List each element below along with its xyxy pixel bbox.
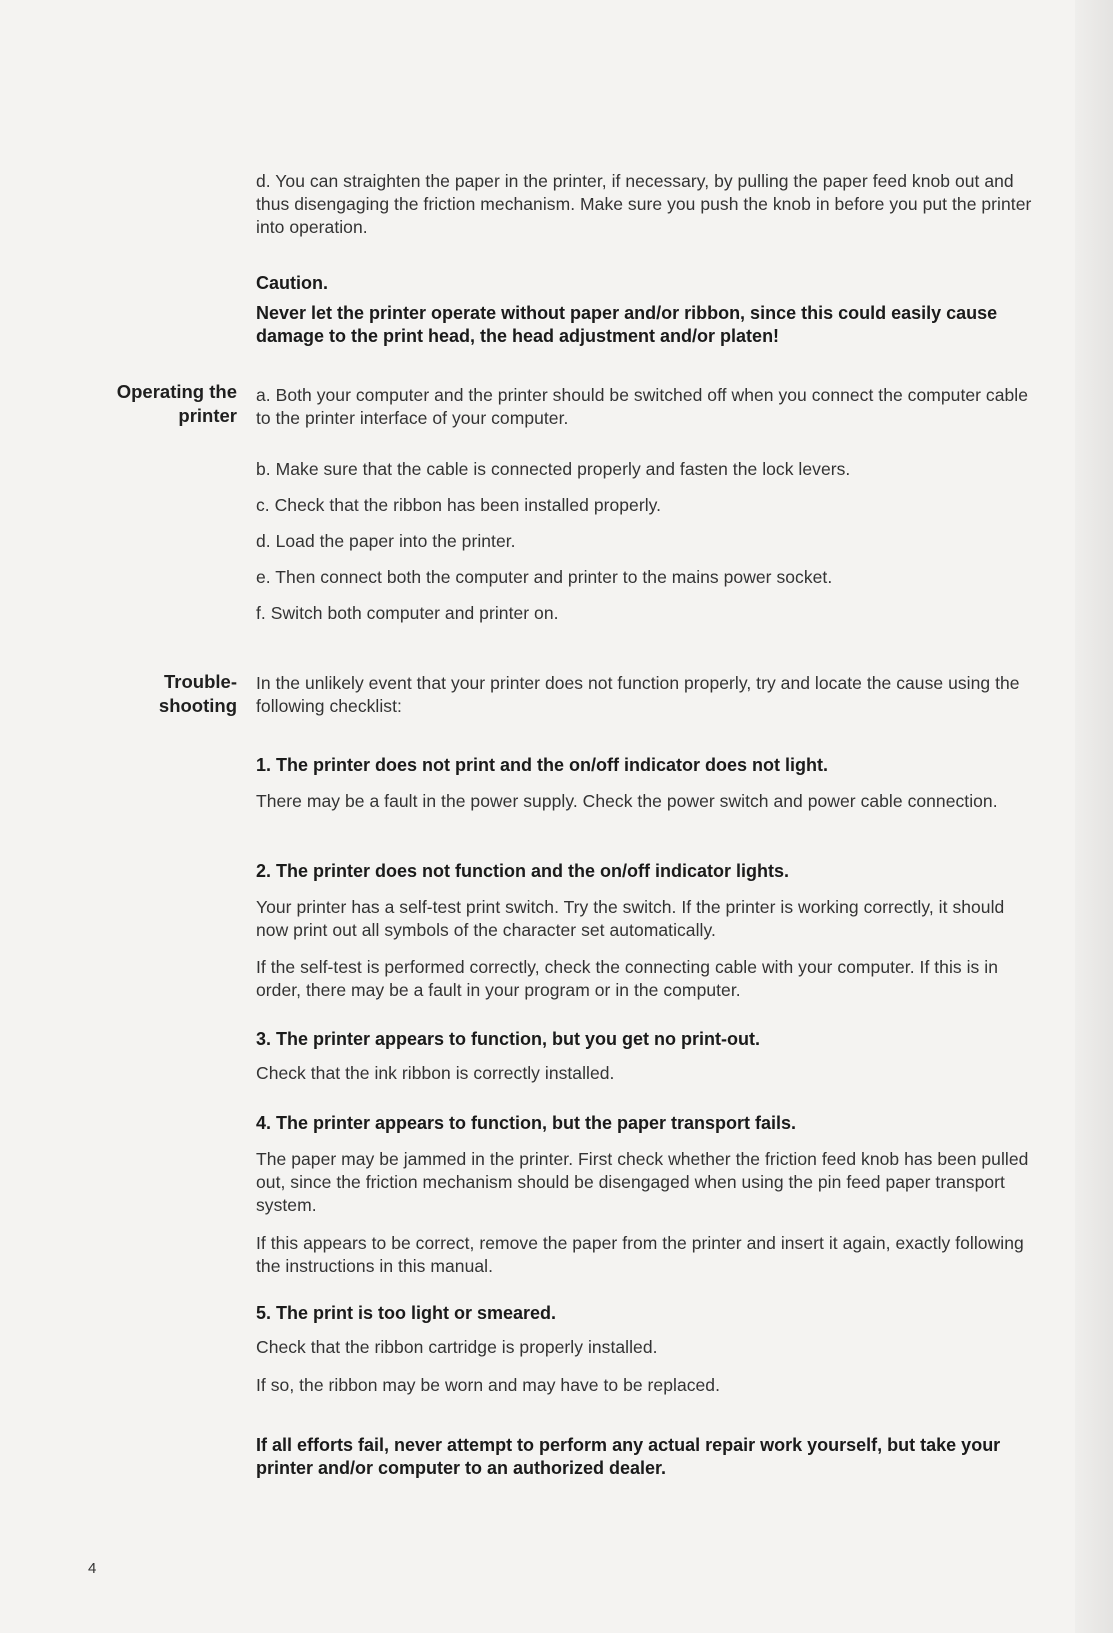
- issue-paragraph: If so, the ribbon may be worn and may have to be replaced.: [256, 1375, 721, 1395]
- operating-item-e: [256, 566, 1036, 589]
- troubleshooting-heading-line2: shooting: [158, 695, 237, 716]
- issue-title: 5. The print is too light or smeared.: [256, 1303, 557, 1323]
- final-warning-block: [256, 1434, 1036, 1480]
- operating-item: f. Switch both computer and printer on.: [256, 603, 559, 623]
- issue-2-para-1: [256, 896, 1036, 942]
- issue-2-title-block: [256, 860, 1036, 883]
- operating-item: a. Both your computer and the printer should be switched off when you connect the computer cable to the printer interface of your computer.: [256, 385, 1029, 428]
- issue-4-para-1: [256, 1148, 1036, 1217]
- intro-paragraph: d. You can straighten the paper in the printer, if necessary, by pulling the paper feed knob out and thus disengaging the friction mechanism. Make sure you push the knob in before you put the printer into operation.: [256, 171, 1032, 237]
- page-edge: [1075, 0, 1113, 1633]
- issue-5-para-2: [256, 1374, 1036, 1397]
- operating-item-c: [256, 494, 1036, 517]
- final-warning: If all efforts fail, never attempt to perform any actual repair work yourself, but take your printer and/or computer to an authorized dealer.: [256, 1435, 1001, 1478]
- operating-item-f: [256, 602, 1036, 625]
- operating-heading-line1: Operating the: [116, 381, 237, 402]
- troubleshooting-intro: [256, 672, 1036, 718]
- issue-1-title-block: [256, 754, 1036, 777]
- operating-heading-line2: printer: [178, 405, 237, 426]
- operating-item: e. Then connect both the computer and printer to the mains power socket.: [256, 567, 833, 587]
- issue-1-para-1: [256, 790, 1036, 813]
- operating-item-a: [256, 384, 1036, 430]
- issue-2-para-2: [256, 956, 1036, 1002]
- caution-title: Caution.: [256, 273, 328, 293]
- issue-4-title-block: [256, 1112, 1036, 1135]
- issue-title: 4. The printer appears to function, but the paper transport fails.: [256, 1113, 797, 1133]
- operating-item: d. Load the paper into the printer.: [256, 531, 516, 551]
- operating-item: c. Check that the ribbon has been installed properly.: [256, 495, 662, 515]
- issue-paragraph: Check that the ribbon cartridge is properly installed.: [256, 1337, 658, 1357]
- issue-5-para-1: [256, 1336, 1036, 1359]
- issue-paragraph: Check that the ink ribbon is correctly installed.: [256, 1063, 615, 1083]
- issue-3-title-block: [256, 1028, 1036, 1051]
- troubleshooting-intro-text: In the unlikely event that your printer does not function properly, try and locate the cause using the following checklist:: [256, 673, 1020, 716]
- issue-paragraph: The paper may be jammed in the printer. First check whether the friction feed knob has been pulled out, since the friction mechanism should be disengaged when using the pin feed paper transport system.: [256, 1149, 1029, 1215]
- issue-title: 3. The printer appears to function, but you get no print-out.: [256, 1029, 760, 1049]
- operating-heading: [80, 380, 237, 428]
- issue-title: 1. The printer does not print and the on/off indicator does not light.: [256, 755, 828, 775]
- operating-item-b: [256, 458, 1036, 481]
- page-number: 4: [88, 1560, 97, 1577]
- caution-text: Never let the printer operate without paper and/or ribbon, since this could easily cause damage to the print head, the head adjustment and/or platen!: [256, 303, 998, 346]
- operating-item-d: [256, 530, 1036, 553]
- issue-paragraph: Your printer has a self-test print switch. Try the switch. If the printer is working correctly, it should now print out all symbols of the character set automatically.: [256, 897, 1005, 940]
- issue-4-para-2: [256, 1232, 1036, 1278]
- caution-block: [256, 272, 1036, 295]
- troubleshooting-heading: [80, 670, 237, 718]
- issue-paragraph: If this appears to be correct, remove the paper from the printer and insert it again, exactly following the instructions in this manual.: [256, 1233, 1024, 1276]
- issue-5-title-block: [256, 1302, 1036, 1325]
- intro-item-d: [256, 170, 1036, 239]
- caution-text-block: [256, 302, 1036, 348]
- issue-paragraph: If the self-test is performed correctly, check the connecting cable with your computer. If this is in order, there may be a fault in your program or in the computer.: [256, 957, 998, 1000]
- issue-paragraph: There may be a fault in the power supply. Check the power switch and power cable connection.: [256, 791, 998, 811]
- operating-item: b. Make sure that the cable is connected properly and fasten the lock levers.: [256, 459, 851, 479]
- issue-title: 2. The printer does not function and the on/off indicator lights.: [256, 861, 789, 881]
- troubleshooting-heading-line1: Trouble-: [164, 671, 237, 692]
- issue-3-para-1: [256, 1062, 1036, 1085]
